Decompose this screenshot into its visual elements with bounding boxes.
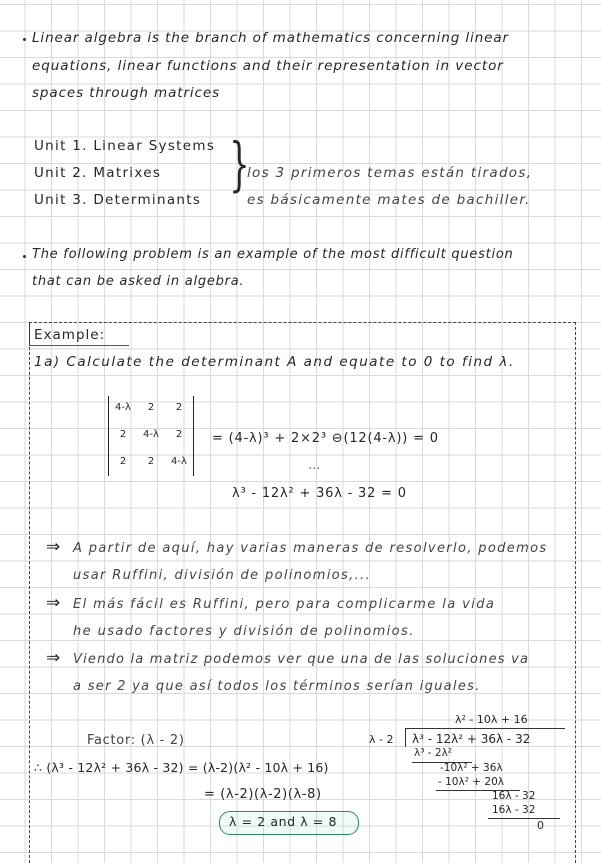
- matrix-cell-1-1: 4-λ: [115, 402, 131, 413]
- units-brace: }: [229, 130, 250, 198]
- matrix-cell-1-3: 2: [175, 402, 183, 413]
- matrix-cell-2-2: 4-λ: [143, 429, 159, 440]
- matrix-cell-3-3: 4-λ: [171, 456, 187, 467]
- matrix-cell-1-2: 2: [147, 402, 155, 413]
- unit-1: Unit 1. Linear Systems: [34, 138, 216, 154]
- note-1-line-2: usar Ruffini, división de polinomios,...: [73, 568, 372, 583]
- matrix-cell-3-2: 2: [147, 456, 155, 467]
- example-label: Example:: [34, 327, 106, 343]
- characteristic-polynomial: λ³ - 12λ² + 36λ - 32 = 0: [232, 486, 407, 501]
- division-step-5: 16λ - 32: [492, 804, 536, 816]
- division-step-3: - 10λ² + 20λ: [438, 776, 504, 788]
- division-step-2: -10λ² + 36λ: [440, 762, 503, 774]
- division-remainder: 0: [537, 819, 544, 832]
- example-task: 1a) Calculate the determinant A and equate to 0 to find λ.: [34, 354, 515, 370]
- intro-line-1: Linear algebra is the branch of mathematics concerning linear: [32, 30, 509, 46]
- matrix-cell-2-1: 2: [119, 429, 127, 440]
- arrow-icon: ⇒: [46, 593, 61, 613]
- unit-2: Unit 2. Matrixes: [34, 165, 162, 181]
- determinant-matrix: [108, 396, 194, 476]
- division-step-4: 16λ - 32: [492, 790, 536, 802]
- note-2-line-1: El más fácil es Ruffini, pero para complicarme la vida: [73, 597, 496, 612]
- intro-line-2: equations, linear functions and their representation in vector: [32, 58, 504, 74]
- units-note-line-2: es básicamente mates de bachiller.: [247, 192, 531, 208]
- division-quotient: λ² - 10λ + 16: [455, 713, 528, 726]
- problem-bullet: [23, 255, 26, 258]
- note-2-line-2: he usado factores y división de polinomios.: [73, 624, 415, 639]
- division-divisor: λ - 2: [369, 733, 394, 746]
- factor-equation-1: ∴ (λ³ - 12λ² + 36λ - 32) = (λ-2)(λ² - 10λ + 16): [34, 760, 329, 775]
- factor-equation-2: = (λ-2)(λ-2)(λ-8): [204, 787, 322, 802]
- arrow-icon: ⇒: [46, 648, 61, 668]
- expansion-dots: ...: [308, 458, 321, 473]
- division-bar: [405, 728, 565, 729]
- example-label-underline: [29, 345, 129, 346]
- division-bracket: [405, 728, 406, 747]
- units-note-line-1: los 3 primeros temas están tirados,: [247, 165, 533, 181]
- unit-3: Unit 3. Determinants: [34, 192, 202, 208]
- problem-line-1: The following problem is an example of the most difficult question: [32, 247, 514, 262]
- note-3-line-1: Viendo la matriz podemos ver que una de las soluciones va: [73, 652, 530, 667]
- determinant-expansion: = (4-λ)³ + 2×2³ ⊖(12(4-λ)) = 0: [212, 431, 439, 446]
- note-3-line-2: a ser 2 ya que así todos los términos serían iguales.: [73, 679, 481, 694]
- example-label-divider: [29, 322, 30, 345]
- division-step-1: λ³ - 2λ²: [414, 747, 452, 759]
- intro-bullet: [23, 38, 26, 41]
- matrix-cell-2-3: 2: [175, 429, 183, 440]
- intro-line-3: spaces through matrices: [32, 85, 221, 101]
- solution: λ = 2 and λ = 8: [229, 814, 338, 829]
- division-dividend: λ³ - 12λ² + 36λ - 32: [412, 732, 531, 746]
- division-rule-3: [488, 818, 560, 819]
- problem-line-2: that can be asked in algebra.: [32, 274, 245, 289]
- matrix-cell-3-1: 2: [119, 456, 127, 467]
- arrow-icon: ⇒: [46, 537, 61, 557]
- factor-label: Factor: (λ - 2): [87, 733, 185, 748]
- note-1-line-1: A partir de aquí, hay varias maneras de resolverlo, podemos: [73, 541, 548, 556]
